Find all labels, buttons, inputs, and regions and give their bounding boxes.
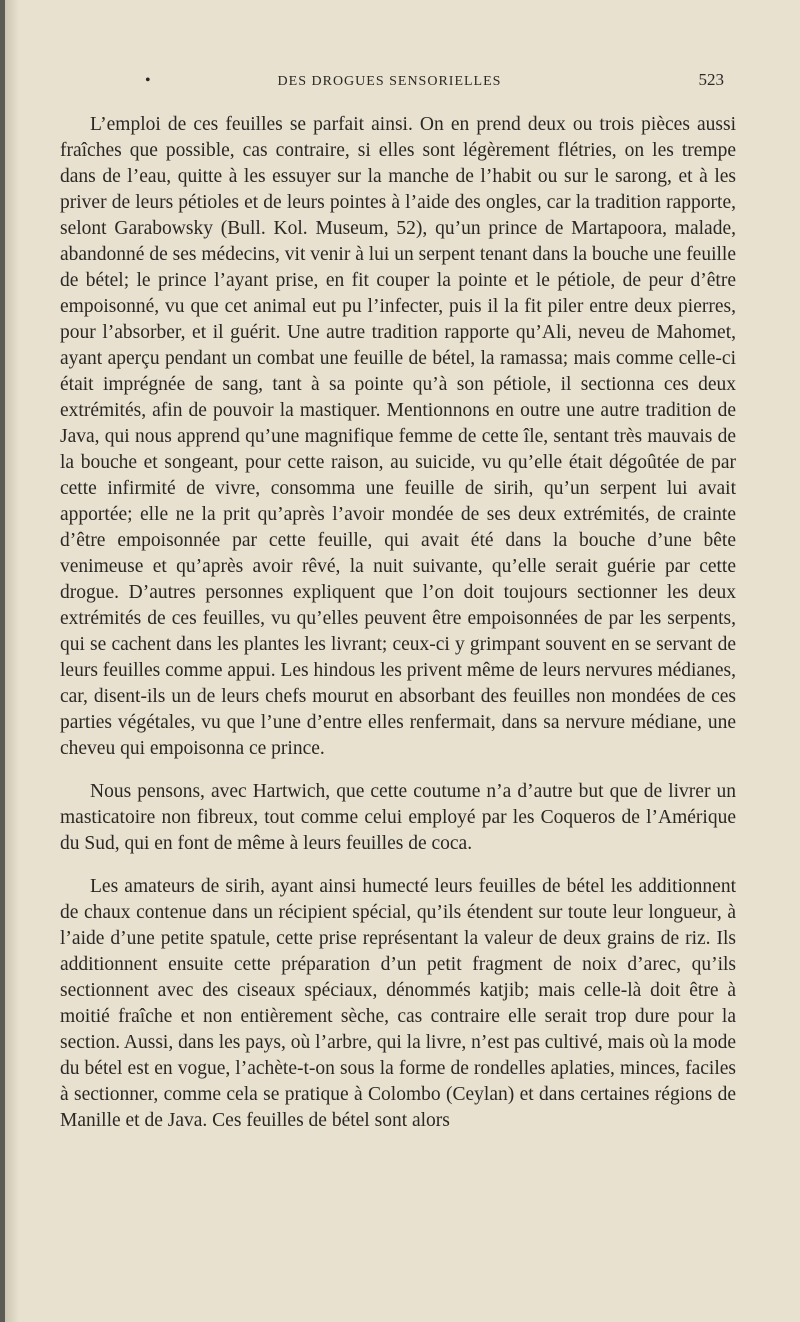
page-header [55, 68, 724, 96]
header-dot: • [145, 72, 151, 89]
page-gutter-shadow [5, 0, 19, 1322]
running-title: DES DROGUES SENSORIELLES [277, 74, 502, 89]
paragraph-1: L’emploi de ces feuilles se parfait ainsi. On en prend deux ou trois pièces aussi fraîches que possible, cas contraire, si elles sont légèrement flétries, on les trempe dans de l’eau, quitte à les essuyer sur la manche de l’habit ou sur le sarong, et à les priver de leurs pétioles et de leurs pointes à l’aide des ongles, car la tradition rapporte, selont Garabowsky (Bull. Kol. Museum, 52), qu’un prince de Martapoora, malade, abandonné de ses médecins, vit venir à lui un serpent tenant dans la bouche une feuille de bétel; le prince l’ayant prise, en fit couper la pointe et le pétiole, de peur d’être empoisonné, vu que cet animal eut pu l’infecter, puis il la fit piler entre deux pierres, pour l’absorber, et il guérit. Une autre tradition rapporte qu’Ali, neveu de Mahomet, ayant aperçu pendant un combat une feuille de bétel, la ramassa; mais comme celle-ci était imprégnée de sang, tant à sa pointe qu’à son pétiole, il sectionna ces deux extrémités, afin de pouvoir la mastiquer. Mentionnons en outre une autre tradition de Java, qui nous apprend qu’une magnifique femme de cette île, sentant très mauvais de la bouche et songeant, pour cette raison, au suicide, vu qu’elle était dégoûtée de par cette infirmité de vivre, consomma une feuille de sirih, qu’un serpent lui avait apportée; elle ne la prit qu’après l’avoir mondée de ses deux extrémités, de crainte d’être empoisonnée par cette feuille, qui avait été dans la bouche d’une bête venimeuse et qu’après avoir rêvé, la nuit suivante, qu’elle serait guérie par cette drogue. D’autres personnes expliquent que l’on doit toujours sectionner les deux extrémités de ces feuilles, vu qu’elles peuvent être empoisonnées de par les serpents, qui se cachent dans les plantes les livrant; ceux-ci y grimpant souvent en se servant de leurs feuilles comme appui. Les hindous les privent même de leurs nervures médianes, car, disent-ils un de leurs chefs mourut en absorbant des feuilles non mondées de ces parties végétales, vu que l’une d’entre elles renfermait, dans sa nervure médiane, une cheveu qui empoisonna ce prince. [60, 114, 736, 759]
page-number: 523 [698, 70, 724, 89]
body-text [60, 112, 736, 1134]
paragraph-2: Nous pensons, avec Hartwich, que cette coutume n’a d’autre but que de livrer un masticatoire non fibreux, tout comme celui employé par les Coqueros de l’Amérique du Sud, qui en font de même à leurs feuilles de coca. [60, 781, 736, 854]
paragraph-3: Les amateurs de sirih, ayant ainsi humecté leurs feuilles de bétel les additionnent de chaux contenue dans un récipient spécial, qu’ils étendent sur toute leur longueur, à l’aide d’une petite spatule, cette prise représentant la valeur de deux grains de riz. Ils additionnent ensuite cette préparation d’un petit fragment de noix d’arec, qu’ils sectionnent avec des ciseaux spéciaux, dénommés katjib; mais celle-là doit être à moitié fraîche et non entièrement sèche, cas contraire elle serait trop dure pour la section. Aussi, dans les pays, où l’arbre, qui la livre, n’est pas cultivé, mais où la mode du bétel est en vogue, l’achète-t-on sous la forme de rondelles aplaties, minces, faciles à sectionner, comme cela se pratique à Colombo (Ceylan) et dans certaines régions de Manille et de Java. Ces feuilles de bétel sont alors [60, 876, 736, 1131]
